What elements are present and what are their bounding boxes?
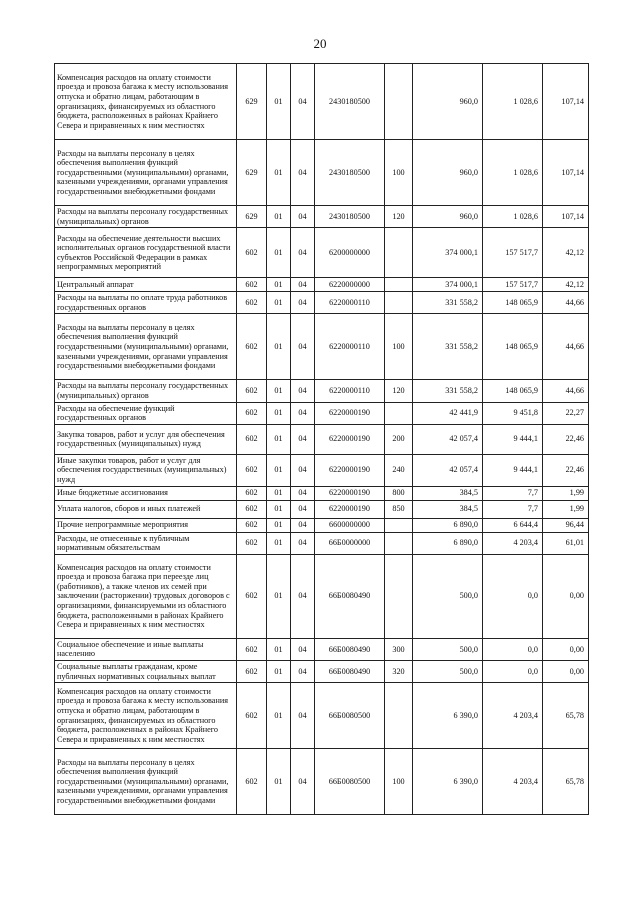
row-fact-cell: 7,7 (483, 500, 543, 518)
row-ved-cell: 602 (237, 486, 267, 500)
row-rz-cell: 01 (267, 206, 291, 228)
row-rz-cell: 01 (267, 424, 291, 454)
table-row (55, 380, 589, 402)
row-rz-cell: 01 (267, 749, 291, 815)
row-rz-cell: 01 (267, 140, 291, 206)
row-rz-cell: 01 (267, 638, 291, 660)
row-rz-cell: 01 (267, 532, 291, 554)
row-fact-cell: 0,0 (483, 638, 543, 660)
table-row (55, 638, 589, 660)
row-plan-cell: 960,0 (413, 64, 483, 140)
row-fact-cell: 9 451,8 (483, 402, 543, 424)
row-csr-cell: 6220000000 (315, 278, 385, 292)
row-vr-cell (385, 554, 413, 638)
row-vr-cell: 100 (385, 749, 413, 815)
row-plan-cell: 384,5 (413, 500, 483, 518)
row-rz-cell: 01 (267, 518, 291, 532)
row-vr-cell: 850 (385, 500, 413, 518)
row-ved-cell: 602 (237, 278, 267, 292)
table-row (55, 532, 589, 554)
row-vr-cell: 320 (385, 660, 413, 682)
table-row (55, 64, 589, 140)
row-name-cell: Прочие непрограммные мероприятия (55, 518, 237, 532)
row-rz-cell: 01 (267, 292, 291, 314)
row-csr-cell: 6220000190 (315, 486, 385, 500)
row-plan-cell: 42 057,4 (413, 454, 483, 486)
row-ved-cell: 629 (237, 206, 267, 228)
row-ved-cell: 602 (237, 683, 267, 749)
row-csr-cell: 2430180500 (315, 206, 385, 228)
row-plan-cell: 6 890,0 (413, 518, 483, 532)
row-rz-cell: 01 (267, 228, 291, 278)
row-vr-cell: 100 (385, 314, 413, 380)
row-vr-cell (385, 228, 413, 278)
row-name-cell: Расходы на выплаты персоналу государственных (муниципальных) органов (55, 206, 237, 228)
row-pr-cell: 04 (291, 683, 315, 749)
row-rz-cell: 01 (267, 380, 291, 402)
row-name-cell: Расходы на обеспечение деятельности высших исполнительных органов государственной власти субъектов Российской Федерации в рамках непрограммных мероприятий (55, 228, 237, 278)
row-percent-cell: 0,00 (543, 660, 589, 682)
row-plan-cell: 6 890,0 (413, 532, 483, 554)
row-percent-cell: 0,00 (543, 554, 589, 638)
row-ved-cell: 602 (237, 228, 267, 278)
row-plan-cell: 960,0 (413, 140, 483, 206)
page-number: 20 (313, 36, 327, 51)
row-fact-cell: 1 028,6 (483, 64, 543, 140)
row-percent-cell: 22,46 (543, 454, 589, 486)
row-percent-cell: 44,66 (543, 380, 589, 402)
row-csr-cell: 6220000110 (315, 380, 385, 402)
row-plan-cell: 331 558,2 (413, 314, 483, 380)
row-pr-cell: 04 (291, 660, 315, 682)
row-csr-cell: 2430180500 (315, 140, 385, 206)
row-ved-cell: 602 (237, 638, 267, 660)
row-fact-cell: 1 028,6 (483, 206, 543, 228)
row-name-cell: Уплата налогов, сборов и иных платежей (55, 500, 237, 518)
row-ved-cell: 602 (237, 402, 267, 424)
row-pr-cell: 04 (291, 292, 315, 314)
row-pr-cell: 04 (291, 554, 315, 638)
row-fact-cell: 9 444,1 (483, 424, 543, 454)
row-vr-cell (385, 532, 413, 554)
row-percent-cell: 42,12 (543, 228, 589, 278)
row-pr-cell: 04 (291, 532, 315, 554)
row-rz-cell: 01 (267, 278, 291, 292)
row-name-cell: Социальное обеспечение и иные выплаты населению (55, 638, 237, 660)
row-csr-cell: 66Б0080500 (315, 749, 385, 815)
row-name-cell: Расходы на выплаты персоналу в целях обеспечения выполнения функций государственными (муниципальными) органами, казенными учреждениями, органами управления государственными внебюджетными фондами (55, 749, 237, 815)
row-plan-cell: 374 000,1 (413, 278, 483, 292)
table-row (55, 140, 589, 206)
row-pr-cell: 04 (291, 380, 315, 402)
row-percent-cell: 107,14 (543, 206, 589, 228)
row-csr-cell: 66Б0080490 (315, 554, 385, 638)
row-ved-cell: 602 (237, 424, 267, 454)
row-percent-cell: 22,46 (543, 424, 589, 454)
row-percent-cell: 61,01 (543, 532, 589, 554)
row-vr-cell (385, 64, 413, 140)
row-pr-cell: 04 (291, 228, 315, 278)
row-vr-cell (385, 402, 413, 424)
row-name-cell: Закупка товаров, работ и услуг для обеспечения государственных (муниципальных) нужд (55, 424, 237, 454)
table-row (55, 518, 589, 532)
row-pr-cell: 04 (291, 402, 315, 424)
row-ved-cell: 629 (237, 64, 267, 140)
row-fact-cell: 7,7 (483, 486, 543, 500)
row-fact-cell: 148 065,9 (483, 380, 543, 402)
row-name-cell: Иные закупки товаров, работ и услуг для обеспечения государственных (муниципальных) нужд (55, 454, 237, 486)
row-rz-cell: 01 (267, 402, 291, 424)
row-rz-cell: 01 (267, 486, 291, 500)
row-percent-cell: 96,44 (543, 518, 589, 532)
row-pr-cell: 04 (291, 749, 315, 815)
row-fact-cell: 4 203,4 (483, 749, 543, 815)
row-vr-cell: 200 (385, 424, 413, 454)
row-fact-cell: 6 644,4 (483, 518, 543, 532)
row-plan-cell: 6 390,0 (413, 683, 483, 749)
row-ved-cell: 602 (237, 532, 267, 554)
row-fact-cell: 1 028,6 (483, 140, 543, 206)
row-rz-cell: 01 (267, 64, 291, 140)
row-plan-cell: 331 558,2 (413, 292, 483, 314)
row-vr-cell: 120 (385, 380, 413, 402)
row-csr-cell: 66Б0000000 (315, 532, 385, 554)
table-row (55, 228, 589, 278)
row-plan-cell: 500,0 (413, 638, 483, 660)
row-vr-cell: 120 (385, 206, 413, 228)
row-rz-cell: 01 (267, 554, 291, 638)
row-csr-cell: 6600000000 (315, 518, 385, 532)
row-pr-cell: 04 (291, 206, 315, 228)
row-ved-cell: 602 (237, 500, 267, 518)
row-fact-cell: 4 203,4 (483, 532, 543, 554)
row-fact-cell: 148 065,9 (483, 292, 543, 314)
row-rz-cell: 01 (267, 314, 291, 380)
table-row (55, 554, 589, 638)
row-pr-cell: 04 (291, 424, 315, 454)
row-fact-cell: 4 203,4 (483, 683, 543, 749)
row-plan-cell: 374 000,1 (413, 228, 483, 278)
row-fact-cell: 148 065,9 (483, 314, 543, 380)
row-vr-cell (385, 518, 413, 532)
row-ved-cell: 602 (237, 749, 267, 815)
row-rz-cell: 01 (267, 660, 291, 682)
row-csr-cell: 6200000000 (315, 228, 385, 278)
row-fact-cell: 0,0 (483, 660, 543, 682)
row-name-cell: Расходы, не отнесенные к публичным нормативным обязательствам (55, 532, 237, 554)
row-vr-cell: 300 (385, 638, 413, 660)
row-plan-cell: 42 057,4 (413, 424, 483, 454)
row-pr-cell: 04 (291, 486, 315, 500)
row-percent-cell: 107,14 (543, 64, 589, 140)
row-vr-cell: 100 (385, 140, 413, 206)
row-csr-cell: 2430180500 (315, 64, 385, 140)
budget-table (54, 63, 589, 815)
row-csr-cell: 6220000190 (315, 454, 385, 486)
row-vr-cell: 240 (385, 454, 413, 486)
row-csr-cell: 66Б0080490 (315, 638, 385, 660)
row-pr-cell: 04 (291, 638, 315, 660)
table-row (55, 500, 589, 518)
row-name-cell: Расходы на выплаты персоналу в целях обеспечения выполнения функций государственными (муниципальными) органами, казенными учреждениями, органами управления государственными внебюджетными фондами (55, 140, 237, 206)
row-pr-cell: 04 (291, 314, 315, 380)
row-csr-cell: 6220000190 (315, 500, 385, 518)
row-ved-cell: 602 (237, 454, 267, 486)
row-vr-cell (385, 278, 413, 292)
table-row (55, 424, 589, 454)
row-fact-cell: 9 444,1 (483, 454, 543, 486)
row-name-cell: Расходы на выплаты по оплате труда работников государственных органов (55, 292, 237, 314)
row-percent-cell: 42,12 (543, 278, 589, 292)
row-pr-cell: 04 (291, 278, 315, 292)
row-rz-cell: 01 (267, 500, 291, 518)
row-vr-cell (385, 683, 413, 749)
row-ved-cell: 629 (237, 140, 267, 206)
table-row (55, 206, 589, 228)
row-pr-cell: 04 (291, 64, 315, 140)
row-fact-cell: 157 517,7 (483, 278, 543, 292)
row-fact-cell: 0,0 (483, 554, 543, 638)
table-row (55, 292, 589, 314)
row-percent-cell: 44,66 (543, 314, 589, 380)
row-name-cell: Социальные выплаты гражданам, кроме публичных нормативных социальных выплат (55, 660, 237, 682)
row-csr-cell: 6220000190 (315, 424, 385, 454)
table-row (55, 683, 589, 749)
row-csr-cell: 6220000190 (315, 402, 385, 424)
row-plan-cell: 6 390,0 (413, 749, 483, 815)
row-plan-cell: 500,0 (413, 660, 483, 682)
row-ved-cell: 602 (237, 518, 267, 532)
row-pr-cell: 04 (291, 140, 315, 206)
table-row (55, 402, 589, 424)
table-row (55, 278, 589, 292)
row-name-cell: Компенсация расходов на оплату стоимости проезда и провоза багажа при переезде лиц (работников), а также членов их семей при заключении (расторжении) трудовых договоров с организациями, финансируемыми из областного бюджета, расположенными в районах Крайнего Севера и приравненных к ним местностях (55, 554, 237, 638)
row-percent-cell: 65,78 (543, 749, 589, 815)
row-percent-cell: 1,99 (543, 500, 589, 518)
row-plan-cell: 960,0 (413, 206, 483, 228)
row-plan-cell: 500,0 (413, 554, 483, 638)
row-pr-cell: 04 (291, 518, 315, 532)
row-name-cell: Иные бюджетные ассигнования (55, 486, 237, 500)
row-ved-cell: 602 (237, 554, 267, 638)
row-vr-cell (385, 292, 413, 314)
row-name-cell: Центральный аппарат (55, 278, 237, 292)
table-row (55, 660, 589, 682)
table-row (55, 749, 589, 815)
row-ved-cell: 602 (237, 314, 267, 380)
row-pr-cell: 04 (291, 454, 315, 486)
row-ved-cell: 602 (237, 292, 267, 314)
row-name-cell: Компенсация расходов на оплату стоимости проезда и провоза багажа к месту использования отпуска и обратно лицам, работающим в организациях, финансируемых из областного бюджета, расположенных в районах Крайнего Севера и приравненных к ним местностях (55, 683, 237, 749)
row-percent-cell: 1,99 (543, 486, 589, 500)
row-name-cell: Расходы на выплаты персоналу государственных (муниципальных) органов (55, 380, 237, 402)
table-row (55, 314, 589, 380)
row-percent-cell: 0,00 (543, 638, 589, 660)
row-percent-cell: 107,14 (543, 140, 589, 206)
table-body (55, 64, 589, 815)
row-pr-cell: 04 (291, 500, 315, 518)
row-percent-cell: 44,66 (543, 292, 589, 314)
row-name-cell: Расходы на обеспечение функций государственных органов (55, 402, 237, 424)
row-name-cell: Расходы на выплаты персоналу в целях обеспечения выполнения функций государственными (муниципальными) органами, казенными учреждениями, органами управления государственными внебюджетными фондами (55, 314, 237, 380)
row-percent-cell: 22,27 (543, 402, 589, 424)
row-percent-cell: 65,78 (543, 683, 589, 749)
row-plan-cell: 42 441,9 (413, 402, 483, 424)
row-csr-cell: 66Б0080490 (315, 660, 385, 682)
table-row (55, 454, 589, 486)
table-row (55, 486, 589, 500)
row-ved-cell: 602 (237, 380, 267, 402)
row-ved-cell: 602 (237, 660, 267, 682)
row-plan-cell: 384,5 (413, 486, 483, 500)
row-name-cell: Компенсация расходов на оплату стоимости проезда и провоза багажа к месту использования отпуска и обратно лицам, работающим в организациях, финансируемых из областного бюджета, расположенных в районах Крайнего Севера и приравненных к ним местностях (55, 64, 237, 140)
row-rz-cell: 01 (267, 454, 291, 486)
row-csr-cell: 6220000110 (315, 314, 385, 380)
row-csr-cell: 6220000110 (315, 292, 385, 314)
row-vr-cell: 800 (385, 486, 413, 500)
row-csr-cell: 66Б0080500 (315, 683, 385, 749)
row-fact-cell: 157 517,7 (483, 228, 543, 278)
row-rz-cell: 01 (267, 683, 291, 749)
row-plan-cell: 331 558,2 (413, 380, 483, 402)
